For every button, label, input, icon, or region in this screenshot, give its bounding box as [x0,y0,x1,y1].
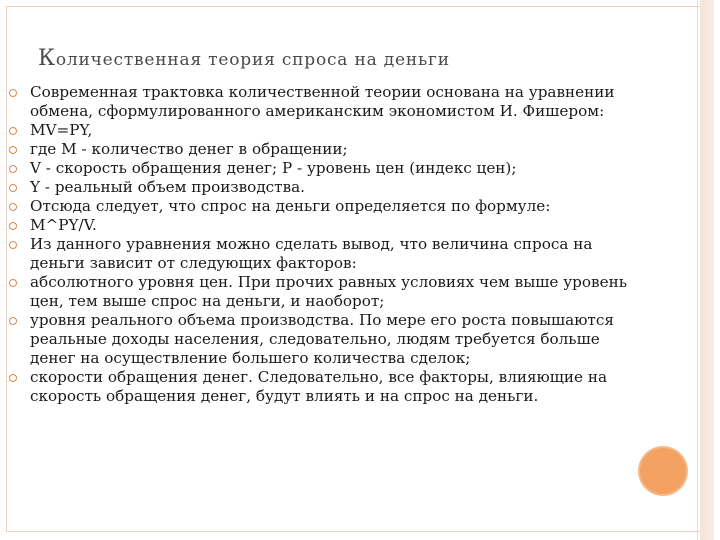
side-band [700,0,714,540]
list-item-text: Современная трактовка количественной теории основана на уравнении [30,83,615,101]
list-item [0,235,700,273]
list-item [0,197,700,216]
list-item [0,368,700,406]
list-item-text: Y - реальный объем производства. [30,178,306,196]
list-item [0,216,700,235]
bullet-icon [9,374,17,382]
bullet-icon [9,222,17,230]
list-item-text: скорости обращения денег. Следовательно, все факторы, влияющие на [30,368,608,386]
list-item-text: цен, тем выше спрос на деньги, и наоборот; [30,292,385,310]
list-item [0,311,700,368]
list-item-text: Из данного уравнения можно сделать вывод, что величина спроса на [30,235,593,253]
list-item [0,159,700,178]
list-item [0,178,700,197]
list-item-text: реальные доходы населения, следовательно, людям требуется больше [30,330,600,348]
list-item [0,273,700,311]
decorative-circle [640,448,686,494]
list-item-text: где М - количество денег в обращении; [30,140,348,158]
list-item-text: денег на осуществление большего количества сделок; [30,349,471,367]
bullet-icon [9,165,17,173]
list-item-text: деньги зависит от следующих факторов: [30,254,357,272]
list-item-text: Отсюда следует, что спрос на деньги определяется по формуле: [30,197,551,215]
list-item-text: обмена, сформулированного американским экономистом И. Фишером: [30,102,605,120]
title-capital: К [38,46,56,71]
bullet-icon [9,146,17,154]
bullet-icon [9,317,17,325]
list-item-text: M^PY/V. [30,216,97,234]
bullet-icon [9,203,17,211]
list-item [0,140,700,159]
title-text: оличественная теория спроса на деньги [55,50,450,70]
slide-title [38,46,450,71]
list-item [0,121,700,140]
list-item-text: скорость обращения денег, будут влиять и на спрос на деньги. [30,387,539,405]
bullet-icon [9,127,17,135]
list-item-text: уровня реального объема производства. По мере его роста повышаются [30,311,614,329]
list-item-text: MV=PY, [30,121,93,139]
list-item-text: V - скорость обращения денег; Р - уровень цен (индекс цен); [30,159,517,177]
bullet-icon [9,279,17,287]
bullet-list [0,83,700,406]
bullet-icon [9,241,17,249]
bullet-icon [9,184,17,192]
list-item [0,83,700,121]
bullet-icon [9,89,17,97]
list-item-text: абсолютного уровня цен. При прочих равных условиях чем выше уровень [30,273,627,291]
